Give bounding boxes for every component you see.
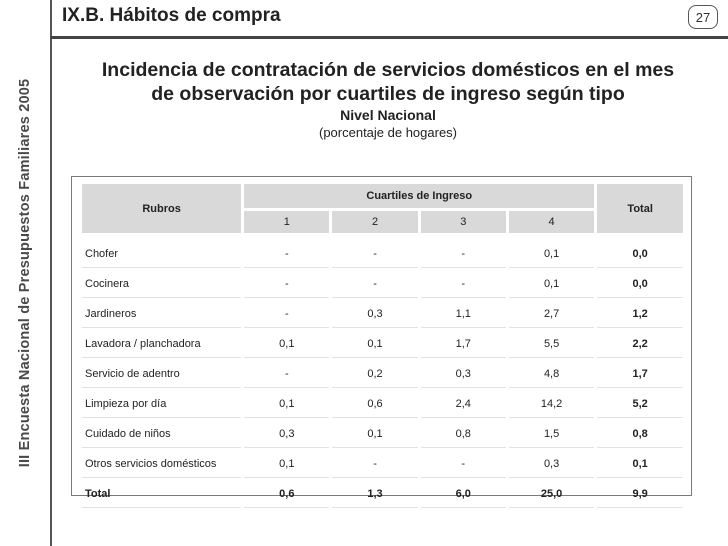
cell-q4: 1,5	[509, 421, 594, 448]
data-table	[79, 181, 686, 511]
cell-total: 1,7	[597, 361, 683, 388]
cell-q4: 0,3	[509, 451, 594, 478]
cell-total: 0,1	[597, 451, 683, 478]
total-row-label: Total	[82, 481, 241, 508]
header-rubros: Rubros	[82, 184, 241, 233]
cell-q1: -	[244, 271, 329, 298]
total-cell-q2: 1,3	[332, 481, 417, 508]
subtitle: Nivel Nacional	[340, 107, 436, 123]
header-rule	[50, 36, 728, 39]
row-label: Chofer	[82, 241, 241, 268]
title-block	[52, 58, 724, 142]
cell-q3: 2,4	[421, 391, 506, 418]
row-label: Otros servicios domésticos	[82, 451, 241, 478]
cell-q2: 0,6	[332, 391, 417, 418]
table-row	[82, 391, 683, 418]
main-title-line-1: Incidencia de contratación de servicios domésticos en el mes	[101, 59, 675, 81]
cell-q3: 0,3	[421, 361, 506, 388]
header-quartile-2: 2	[332, 211, 417, 233]
cell-q4: 0,1	[509, 241, 594, 268]
row-label: Cuidado de niños	[82, 421, 241, 448]
cell-q1: 0,1	[244, 331, 329, 358]
cell-q4: 5,5	[509, 331, 594, 358]
cell-q4: 2,7	[509, 301, 594, 328]
cell-q2: 0,1	[332, 421, 417, 448]
cell-q2: 0,1	[332, 331, 417, 358]
cell-q1: 0,1	[244, 391, 329, 418]
cell-q4: 14,2	[509, 391, 594, 418]
cell-q2: -	[332, 241, 417, 268]
table-row	[82, 301, 683, 328]
unit-note: (porcentaje de hogares)	[318, 125, 458, 140]
main-title-line-2: de observación por cuartiles de ingreso según tipo	[151, 83, 625, 105]
cell-total: 1,2	[597, 301, 683, 328]
table-total-row	[82, 481, 683, 508]
cell-total: 0,0	[597, 271, 683, 298]
cell-q3: 1,7	[421, 331, 506, 358]
cell-q2: -	[332, 451, 417, 478]
cell-q2: 0,2	[332, 361, 417, 388]
cell-total: 0,0	[597, 241, 683, 268]
row-label: Jardineros	[82, 301, 241, 328]
cell-q1: 0,3	[244, 421, 329, 448]
header-quartiles: Cuartiles de Ingreso	[244, 184, 594, 208]
cell-q3: 0,8	[421, 421, 506, 448]
cell-total: 0,8	[597, 421, 683, 448]
table-row	[82, 331, 683, 358]
table-row	[82, 271, 683, 298]
table-row	[82, 451, 683, 478]
cell-q2: -	[332, 271, 417, 298]
cell-q1: -	[244, 241, 329, 268]
cell-q3: -	[421, 451, 506, 478]
cell-q1: 0,1	[244, 451, 329, 478]
row-label: Limpieza por día	[82, 391, 241, 418]
table-row	[82, 421, 683, 448]
header-spacer	[82, 236, 683, 238]
cell-q3: 1,1	[421, 301, 506, 328]
table-row	[82, 241, 683, 268]
row-label: Cocinera	[82, 271, 241, 298]
header-quartile-1: 1	[244, 211, 329, 233]
header-quartile-3: 3	[421, 211, 506, 233]
cell-q1: -	[244, 301, 329, 328]
section-title: IX.B. Hábitos de compra	[62, 5, 281, 26]
total-cell-q3: 6,0	[421, 481, 506, 508]
cell-total: 5,2	[597, 391, 683, 418]
sidebar-survey-title: III Encuesta Nacional de Presupuestos Familiares 2005	[17, 78, 33, 468]
sidebar	[0, 0, 50, 546]
row-label: Lavadora / planchadora	[82, 331, 241, 358]
cell-q4: 0,1	[509, 271, 594, 298]
cell-q3: -	[421, 241, 506, 268]
table-row	[82, 361, 683, 388]
cell-q1: -	[244, 361, 329, 388]
row-label: Servicio de adentro	[82, 361, 241, 388]
total-cell-q1: 0,6	[244, 481, 329, 508]
cell-q2: 0,3	[332, 301, 417, 328]
total-cell-total: 9,9	[597, 481, 683, 508]
cell-q4: 4,8	[509, 361, 594, 388]
header-quartile-4: 4	[509, 211, 594, 233]
cell-q3: -	[421, 271, 506, 298]
header-total: Total	[597, 184, 683, 233]
page-number-badge: 27	[688, 5, 718, 29]
cell-total: 2,2	[597, 331, 683, 358]
total-cell-q4: 25,0	[509, 481, 594, 508]
